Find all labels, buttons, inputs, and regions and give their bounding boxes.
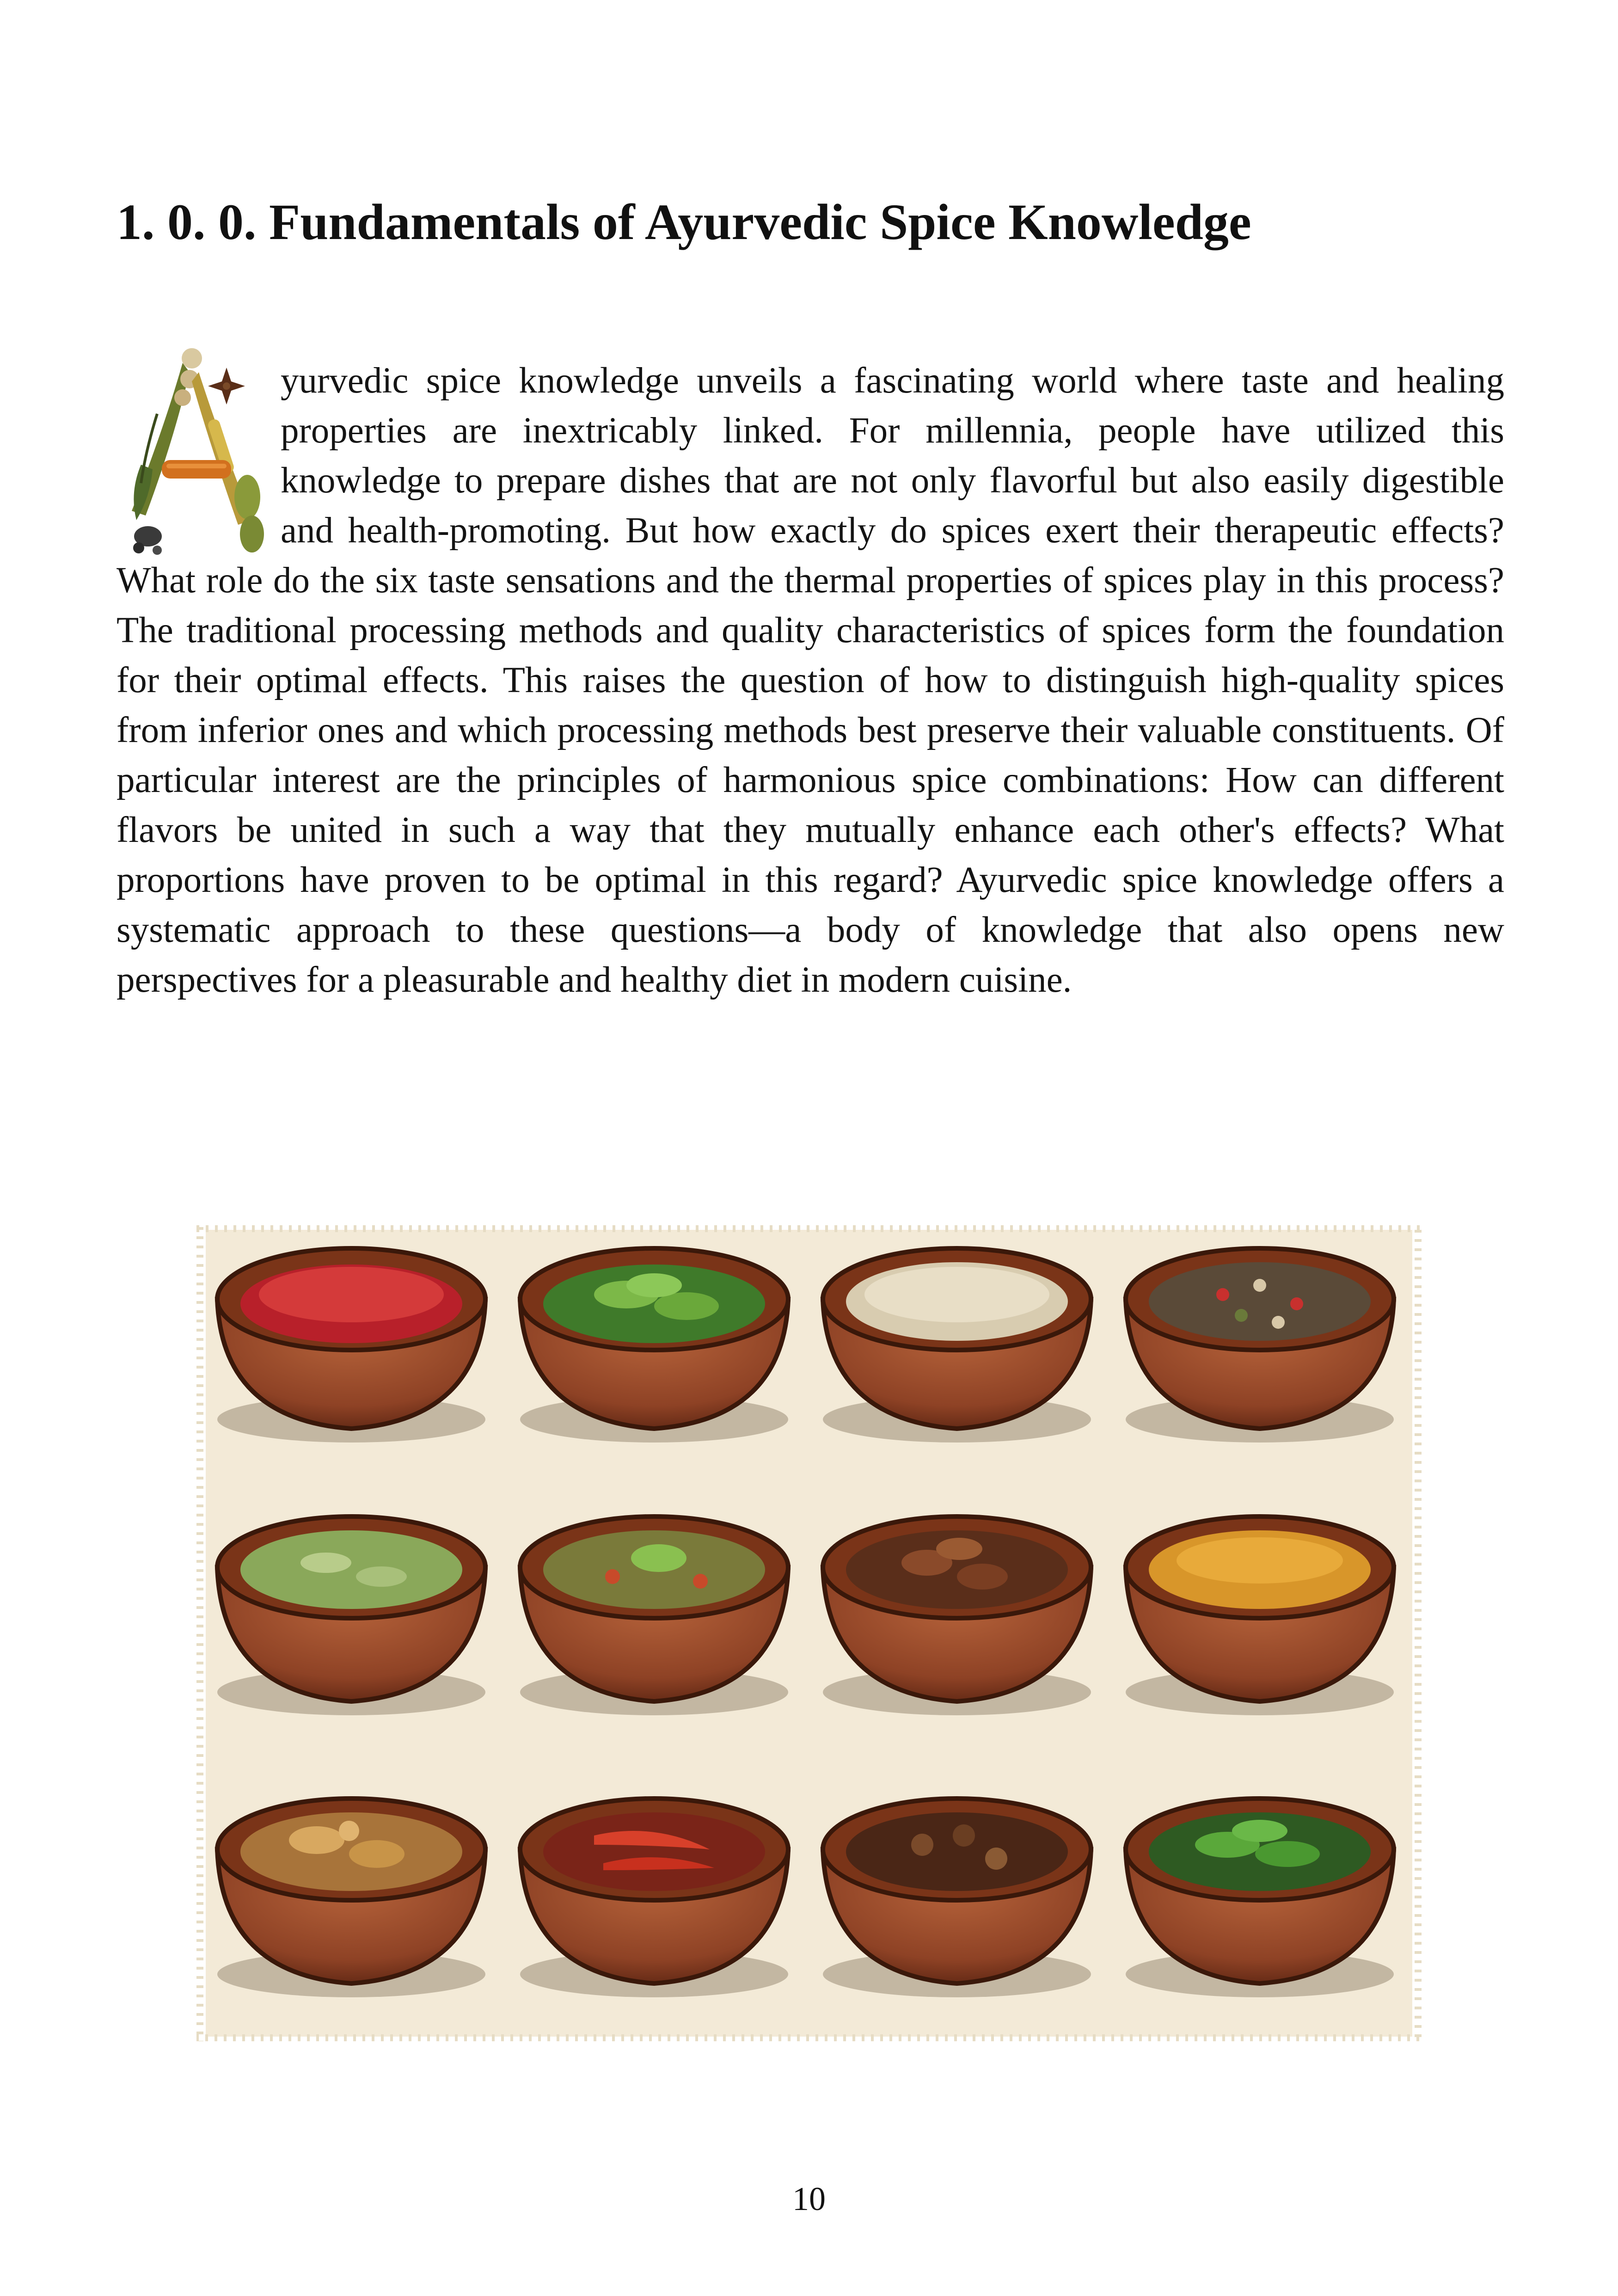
bowl-sesame-seeds-icon [823, 1248, 1091, 1443]
bowl-green-cardamom-icon [520, 1248, 788, 1443]
bowl-red-chilies-icon [520, 1799, 788, 1997]
bowl-ginger-root-icon [217, 1799, 485, 1997]
dropcap-spacer [116, 356, 281, 550]
intro-paragraph-text: yurvedic spice knowledge unveils a fascinating world where taste and healing properties are inextricably linked. For millennia, people have utilized this knowledge to prepare dishes that are not only flavorful but also easily digestible and health-promoting. But how exactly do spices exert their therapeutic effects? What role do the six taste sensations and the thermal properties of spices play in this process? The traditional processing methods and quality characteristics of spices form the foundation for their optimal effects. This raises the question of how to distinguish high-quality spices from inferior ones and which processing methods best preserve their valuable constituents. Of particular interest are the principles of harmonious spice combinations: How can different flavors be united in such a way that they mutually enhance each other's effects? What proportions have proven to be optimal in this regard? Ayurvedic spice knowledge offers a systematic approach to these questions—a body of knowledge that also opens new perspectives for a pleasurable and healthy diet in modern cuisine. [116, 361, 1504, 1000]
bowl-nutmeg-pods-icon [823, 1516, 1091, 1715]
bowl-cloves-icon [823, 1799, 1091, 1997]
bowl-green-pods-icon [1126, 1799, 1394, 1997]
bowl-fennel-seeds-icon [217, 1516, 485, 1715]
intro-paragraph [116, 356, 1504, 1005]
bowl-mixed-peppercorns-icon [1126, 1248, 1394, 1443]
spice-bowls-illustration [196, 1225, 1422, 2041]
bowl-turmeric-powder-icon [1126, 1516, 1394, 1715]
bowl-mixed-seeds-icon [520, 1516, 788, 1715]
section-heading: 1. 0. 0. Fundamentals of Ayurvedic Spice Knowledge [116, 194, 1251, 250]
page-number: 10 [792, 2180, 826, 2217]
bowl-red-peppercorns-icon [217, 1248, 485, 1443]
